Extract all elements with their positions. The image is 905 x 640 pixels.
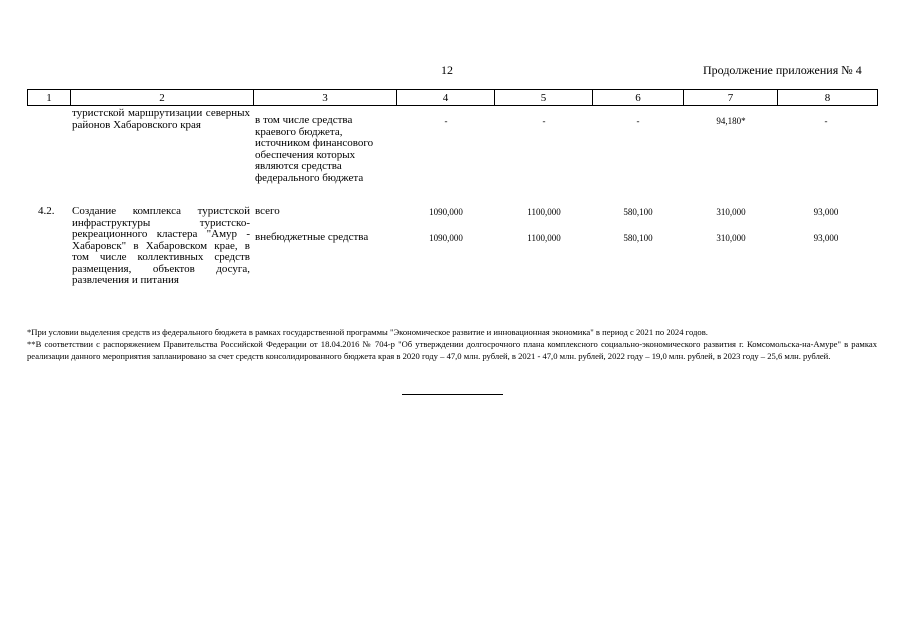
row-42-total-value-4: 1090,000	[429, 207, 463, 217]
prev-row-value-5: -	[542, 116, 546, 126]
row-42-name: Создание комплекса туристской инфраструктуры туристско-рекреационного кластера "Амур - Хабаровск" в Хабаровском крае, в том числе коллективных средств размещения, объектов досуга, развлечения и питания	[72, 205, 250, 286]
prev-row-value-6: -	[636, 116, 640, 126]
appendix-continuation: Продолжение приложения № 4	[703, 63, 862, 77]
prev-row-name: туристской маршрутизации северных районов Хабаровского края	[72, 107, 250, 131]
prev-row-value-7: 94,180*	[716, 116, 746, 126]
row-42-total-value-7: 310,000	[716, 207, 746, 217]
footnote-1: *При условии выделения средств из федерального бюджета в рамках государственной программы "Экономическое развитие и инновационная экономика" в период с 2021 по 2024 годов.	[27, 327, 708, 337]
row-42-extrabudget-value-8: 93,000	[813, 233, 839, 243]
column-header: 5	[495, 90, 593, 106]
row-42-total-value-6: 580,100	[623, 207, 653, 217]
row-number: 4.2.	[38, 205, 55, 217]
column-header: 8	[778, 90, 878, 106]
row-42-source-total: всего	[255, 205, 280, 217]
prev-row-value-4: -	[444, 116, 448, 126]
column-header: 2	[71, 90, 254, 106]
column-header: 7	[684, 90, 778, 106]
row-42-extrabudget-value-7: 310,000	[716, 233, 746, 243]
column-header: 4	[397, 90, 495, 106]
prev-row-value-8: -	[824, 116, 828, 126]
column-header: 6	[593, 90, 684, 106]
footnote-2: **В соответствии с распоряжением Правительства Российской Федерации от 18.04.2016 № 704-р "Об утверждении долгосрочного плана комплексного социально-экономического развития г. Комсомольска-на-Амуре" в рамках реализации данного мероприятия запланировано за счет средств консолидированного бюджета края в 2020 году – 47,0 млн. рублей, в 2021 - 47,0 млн. рублей, 2022 году – 19,0 млн. рублей, в 2023 году – 25,6 млн. рублей.	[27, 339, 877, 361]
row-42-extrabudget-value-4: 1090,000	[429, 233, 463, 243]
column-header: 1	[28, 90, 71, 106]
row-42-extrabudget-value-6: 580,100	[623, 233, 653, 243]
row-42-source-extrabudget: внебюджетные средства	[255, 231, 369, 243]
page-number: 12	[441, 63, 453, 77]
row-42-total-value-5: 1100,000	[527, 207, 561, 217]
column-header: 3	[254, 90, 397, 106]
row-42-total-value-8: 93,000	[813, 207, 839, 217]
end-rule	[402, 394, 503, 395]
column-header-table	[27, 89, 878, 106]
prev-row-source: в том числе средства краевого бюджета, источником финансового обеспечения которых являются средства федерального бюджета	[255, 114, 374, 184]
row-42-extrabudget-value-5: 1100,000	[527, 233, 561, 243]
